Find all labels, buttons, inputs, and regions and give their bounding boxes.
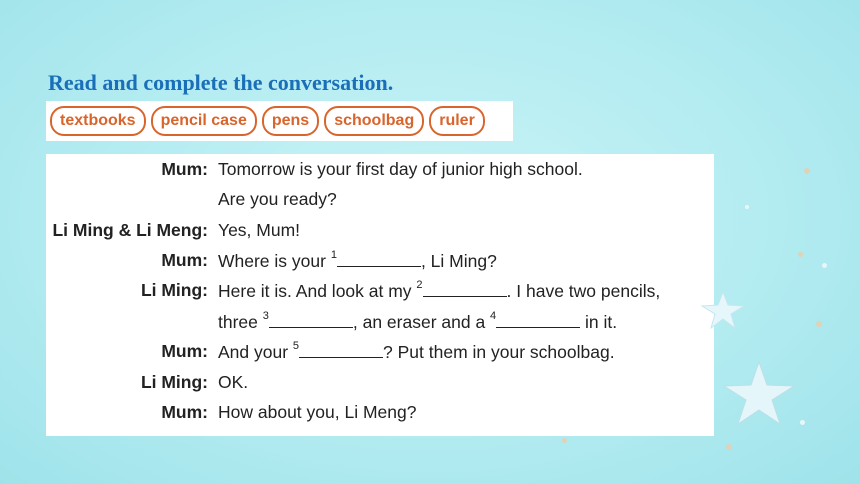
line-text — [218, 250, 497, 272]
answer-blank[interactable] — [496, 311, 580, 328]
conversation-line — [46, 159, 714, 187]
answer-blank[interactable] — [269, 311, 353, 328]
blank-number: 1 — [330, 249, 337, 262]
conversation-line — [46, 341, 714, 369]
line-text — [218, 159, 583, 180]
text-segment: in it. — [580, 312, 618, 332]
word-chip: pencil case — [151, 106, 257, 136]
text-segment: . I have two pencils, — [506, 281, 661, 301]
decorative-dot — [745, 205, 749, 209]
text-segment: Tomorrow is your first day of junior high school. — [218, 159, 583, 179]
text-segment: , Li Ming? — [420, 251, 497, 271]
speaker-label: Li Ming: — [140, 280, 208, 300]
speaker-label: Li Ming: — [140, 372, 208, 392]
decorative-dot — [804, 168, 810, 174]
decorative-dot — [562, 438, 567, 443]
conversation-line — [46, 402, 714, 430]
conversation-panel — [46, 154, 714, 436]
word-bank — [46, 101, 513, 141]
conversation-line — [46, 311, 714, 339]
speaker-label: Mum: — [161, 402, 208, 422]
decorative-dot — [798, 252, 803, 257]
line-text — [218, 311, 617, 333]
text-segment: ? Put them in your schoolbag. — [383, 342, 615, 362]
text-segment: Here it is. And look at my — [218, 281, 417, 301]
speaker-label: Mum: — [161, 159, 208, 179]
text-segment: Yes, Mum! — [218, 220, 301, 240]
decorative-dot — [816, 321, 822, 327]
conversation-line — [46, 189, 714, 217]
answer-blank[interactable] — [423, 280, 507, 297]
word-chip: pens — [262, 106, 319, 136]
conversation-line — [46, 250, 714, 278]
blank-number: 3 — [262, 310, 269, 323]
text-segment: How about you, Li Meng? — [218, 402, 417, 422]
speaker-label: Mum: — [161, 250, 208, 270]
text-segment: , an eraser and a — [352, 312, 491, 332]
decorative-dot — [726, 444, 732, 450]
conversation-line — [46, 372, 714, 400]
star-icon — [722, 360, 796, 426]
text-segment: OK. — [218, 372, 249, 392]
line-text — [218, 189, 337, 210]
word-chip: ruler — [429, 106, 485, 136]
speaker-label: Li Ming & Li Meng: — [52, 220, 208, 240]
blank-number: 2 — [416, 279, 423, 292]
answer-blank[interactable] — [337, 250, 421, 267]
line-text — [218, 372, 248, 393]
conversation-line — [46, 280, 714, 308]
speaker-label: Mum: — [161, 341, 208, 361]
text-segment: Are you ready? — [218, 189, 337, 209]
page-title: Read and complete the conversation. — [48, 70, 394, 95]
line-text — [218, 341, 615, 363]
star-icon — [700, 290, 746, 330]
word-chip: textbooks — [50, 106, 146, 136]
line-text — [218, 402, 416, 423]
blank-number: 5 — [292, 340, 300, 353]
text-segment: Where is your — [218, 251, 331, 271]
line-text — [218, 220, 300, 241]
decorative-dot — [822, 263, 827, 268]
word-chip: schoolbag — [324, 106, 424, 136]
blank-number: 4 — [490, 310, 497, 323]
text-segment: And your — [218, 342, 293, 362]
conversation-line — [46, 220, 714, 248]
text-segment: three — [218, 312, 263, 332]
decorative-dot — [800, 420, 805, 425]
line-text — [218, 280, 660, 302]
answer-blank[interactable] — [299, 341, 383, 358]
